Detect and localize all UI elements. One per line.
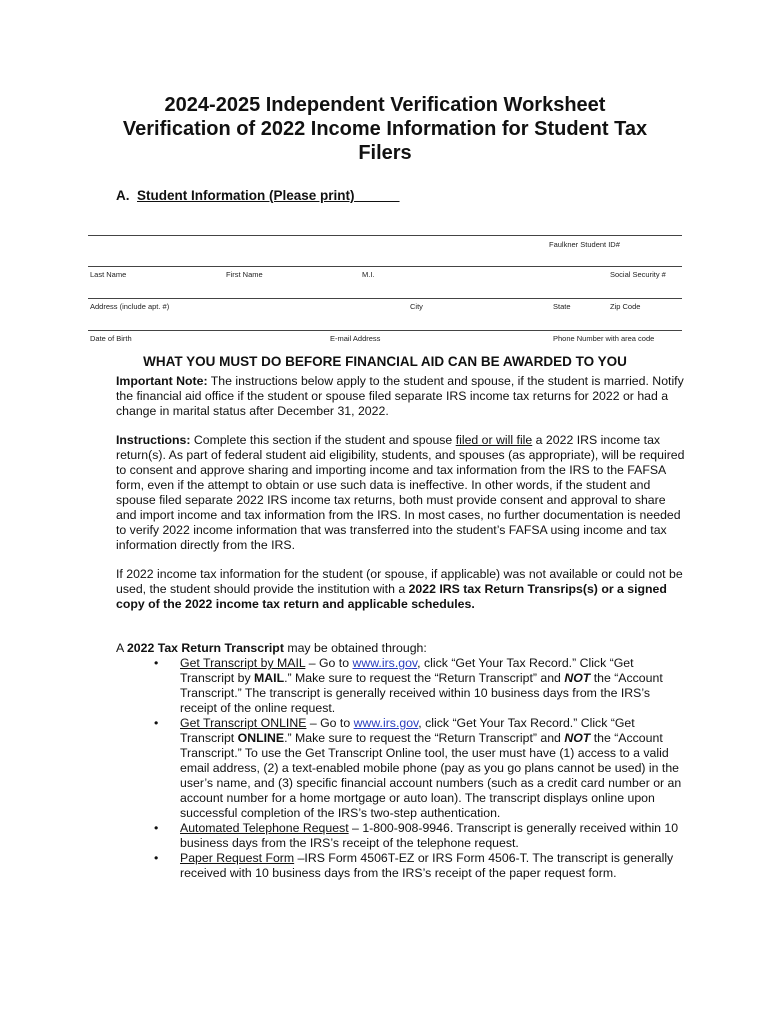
important-label: Important Note: xyxy=(116,374,208,388)
instructions-paragraph xyxy=(116,433,686,553)
transcript-intro-pre: A xyxy=(116,641,127,655)
important-note xyxy=(116,374,686,419)
mail-text-4: the “Account Transcript.” The transcript is generally received within 10 business days from the IRS’s receipt of the online request. xyxy=(180,671,663,715)
important-text: The instructions below apply to the student and spouse, if the student is married. Notify the financial aid office if the student or spouse filed separate IRS income tax returns for 2022 or had a change in marital status after December 31, 2022. xyxy=(116,374,684,418)
zip-label: Zip Code xyxy=(610,302,641,311)
online-text-1: – Go to xyxy=(306,716,354,730)
bullet-icon: • xyxy=(154,716,159,730)
telephone-request-title: Automated Telephone Request xyxy=(180,821,349,835)
telephone-text: – 1-800-908-9946. Transcript is generally received within 10 business days from the IRS’s receipt of the telephone request. xyxy=(180,821,679,850)
get-transcript-online-title: Get Transcript ONLINE xyxy=(180,716,307,730)
last-name-label: Last Name xyxy=(90,270,127,279)
mail-text-3: .” Make sure to request the “Return Transcript” and xyxy=(284,671,565,685)
if-bold-text: 2022 IRS tax Return Transrips(s) or a signed copy of the 2022 income tax return and applicable schedules. xyxy=(116,582,667,611)
bullet-icon: • xyxy=(154,821,159,835)
get-transcript-mail-title: Get Transcript by MAIL xyxy=(180,656,306,670)
dob-label: Date of Birth xyxy=(90,334,132,343)
page-title xyxy=(80,93,690,165)
address-label: Address (include apt. #) xyxy=(90,302,170,311)
irs-link-online[interactable]: www.irs.gov xyxy=(353,716,419,730)
paper-text: –IRS Form 4506T-EZ or IRS Form 4506-T. The transcript is generally received with 10 business days from the IRS’s receipt of the paper request form. xyxy=(180,851,674,880)
if-text: If 2022 income tax information for the student (or spouse, if applicable) was not available or could not be used, the student should provide the institution with a xyxy=(116,567,683,596)
mail-text-1: – Go to xyxy=(305,656,353,670)
paper-request-title: Paper Request Form xyxy=(180,851,295,865)
state-label: State xyxy=(553,302,571,311)
transcript-intro xyxy=(116,641,686,656)
section-a-letter: A. xyxy=(116,188,130,203)
ssn-label: Social Security # xyxy=(610,270,666,279)
online-not: NOT xyxy=(564,731,591,745)
list-item-paper xyxy=(154,851,686,881)
transcript-options-list xyxy=(116,656,686,881)
title-line-3: Filers xyxy=(358,142,412,164)
irs-link-mail[interactable]: www.irs.gov xyxy=(352,656,418,670)
mail-text-2: , click “Get Your Tax Record.” Click “Get Transcript by xyxy=(180,656,634,685)
bullet-icon: • xyxy=(154,851,159,865)
online-text-4: the “Account Transcript.” To use the Get Transcript Online tool, the user must have (1) access to a valid email address, (2) a text-enabled mobile phone (pay as you go plans cannot be used) in the user’s name, and (3) specific financial account numbers (such as a credit card number or an account number for a home mortgage or auto loan). The transcript displays online upon successful completion of the IRS’s two-step authentication. xyxy=(180,731,682,820)
transcript-intro-bold: 2022 Tax Return Transcript xyxy=(126,641,284,655)
must-heading: WHAT YOU MUST DO BEFORE FINANCIAL AID CAN BE AWARDED TO YOU xyxy=(143,354,627,369)
title-line-2: Verification of 2022 Income Information for Student Tax xyxy=(122,118,648,140)
email-label: E-mail Address xyxy=(330,334,381,343)
instructions-pre: Complete this section if the student and spouse xyxy=(190,433,456,447)
instructions-label: Instructions: xyxy=(116,433,191,447)
section-a-title: Student Information (Please print) xyxy=(137,188,355,203)
bullet-icon: • xyxy=(154,656,159,670)
name-line[interactable] xyxy=(88,266,682,267)
address-line[interactable] xyxy=(88,298,682,299)
mail-not: NOT xyxy=(564,671,591,685)
mi-label: M.I. xyxy=(362,270,375,279)
city-label: City xyxy=(410,302,423,311)
first-name-label: First Name xyxy=(226,270,263,279)
title-line-1: 2024-2025 Independent Verification Worksheet xyxy=(164,94,606,116)
filed-or-will-file: filed or will file xyxy=(455,433,533,447)
student-id-label: Faulkner Student ID# xyxy=(549,240,620,249)
online-text-3: .” Make sure to request the “Return Transcript” and xyxy=(284,731,565,745)
if-paragraph xyxy=(116,567,686,612)
online-text-2: , click “Get Your Tax Record.” Click “Get Transcript xyxy=(180,716,635,745)
instructions-text: a 2022 IRS income tax return(s). As part of federal student aid eligibility, students, and spouses (as appropriate), will be required to consent and approve sharing and importing income and tax information from the IRS to the FAFSA form, even if the attempt to obtain or use such data is ineffective. In other words, if the student and spouse filed separate 2022 IRS income tax returns, both must provide consent and approval to share and import income and tax information from the IRS. In most cases, no further documentation is needed to verify 2022 income information that was transferred into the student’s FAFSA using income and tax information directly from the IRS. xyxy=(116,433,685,552)
online-bold: ONLINE xyxy=(237,731,285,745)
mail-bold: MAIL xyxy=(254,671,285,685)
transcript-intro-post: may be obtained through: xyxy=(283,641,427,655)
section-a-heading xyxy=(116,188,400,203)
list-item-mail xyxy=(154,656,686,716)
list-item-telephone xyxy=(154,821,686,851)
contact-line[interactable] xyxy=(88,330,682,331)
list-item-online xyxy=(154,716,686,821)
student-id-line[interactable] xyxy=(88,235,682,236)
transcript-section xyxy=(116,641,686,881)
phone-label: Phone Number with area code xyxy=(553,334,655,343)
